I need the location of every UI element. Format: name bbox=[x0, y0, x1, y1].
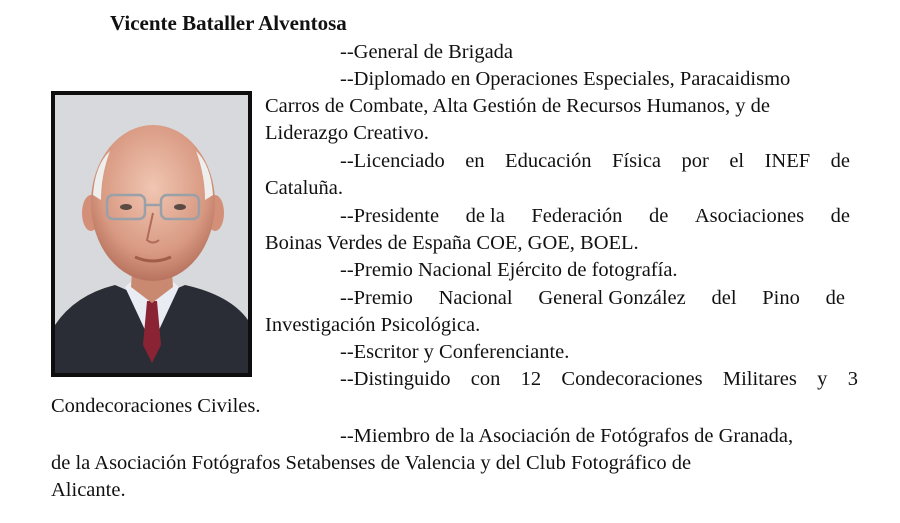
bio-line: --Miembro de la Asociación de Fotógrafos de Granada, bbox=[340, 425, 794, 447]
author-name: Vicente Bataller Alventosa bbox=[110, 11, 347, 35]
bio-word: Condecoraciones bbox=[561, 368, 703, 390]
bio-word: en bbox=[465, 150, 485, 172]
bio-line: Liderazgo Creativo. bbox=[265, 122, 429, 144]
bio-word: con bbox=[470, 368, 501, 390]
bio-word: de bbox=[825, 287, 845, 309]
bio-word: Federación bbox=[531, 205, 623, 227]
bio-word: de bbox=[830, 205, 850, 227]
bio-word: 3 bbox=[847, 368, 858, 390]
bio-word: Física bbox=[612, 150, 662, 172]
bio-word: Asociaciones bbox=[694, 205, 805, 227]
bio-line bbox=[340, 203, 850, 230]
bio-word: por bbox=[681, 150, 709, 172]
bio-word: de bbox=[648, 205, 669, 227]
bio-line: Alicante. bbox=[51, 479, 126, 501]
bio-word: Militares bbox=[722, 368, 797, 390]
bio-word: Pino bbox=[762, 287, 800, 309]
bio-word: 12 bbox=[520, 368, 542, 390]
bio-word: --Licenciado bbox=[340, 150, 445, 172]
portrait-image bbox=[55, 95, 248, 373]
bio-word: Educación bbox=[505, 150, 592, 172]
bio-word: de la bbox=[465, 205, 505, 227]
bio-line: --General de Brigada bbox=[340, 41, 514, 63]
bio-line: Boinas Verdes de España COE, GOE, BOEL. bbox=[265, 232, 639, 254]
bio-line bbox=[340, 148, 850, 175]
bio-line: Carros de Combate, Alta Gestión de Recursos Humanos, y de bbox=[265, 95, 771, 117]
bio-word: --Presidente bbox=[340, 205, 440, 227]
bio-word: de bbox=[830, 150, 850, 172]
author-portrait bbox=[51, 91, 252, 377]
bio-word: INEF bbox=[764, 150, 811, 172]
bio-line: Investigación Psicológica. bbox=[265, 314, 481, 336]
bio-word: el bbox=[729, 150, 745, 172]
bio-line: --Escritor y Conferenciante. bbox=[340, 341, 570, 363]
bio-line: Condecoraciones Civiles. bbox=[51, 395, 261, 417]
bio-line bbox=[340, 366, 858, 393]
bio-line: --Diplomado en Operaciones Especiales, Paracaidismo bbox=[340, 68, 791, 90]
bio-word: --Premio bbox=[340, 287, 413, 309]
bio-word: General González bbox=[538, 287, 686, 309]
bio-word: del bbox=[711, 287, 737, 309]
bio-line bbox=[340, 285, 845, 312]
bio-line: --Premio Nacional Ejército de fotografía. bbox=[340, 259, 678, 281]
bio-line: Cataluña. bbox=[265, 177, 343, 199]
bio-line: de la Asociación Fotógrafos Setabenses de Valencia y del Club Fotográfico de bbox=[51, 452, 692, 474]
bio-word: Nacional bbox=[438, 287, 513, 309]
bio-word: y bbox=[817, 368, 828, 390]
bio-word: --Distinguido bbox=[340, 368, 451, 390]
